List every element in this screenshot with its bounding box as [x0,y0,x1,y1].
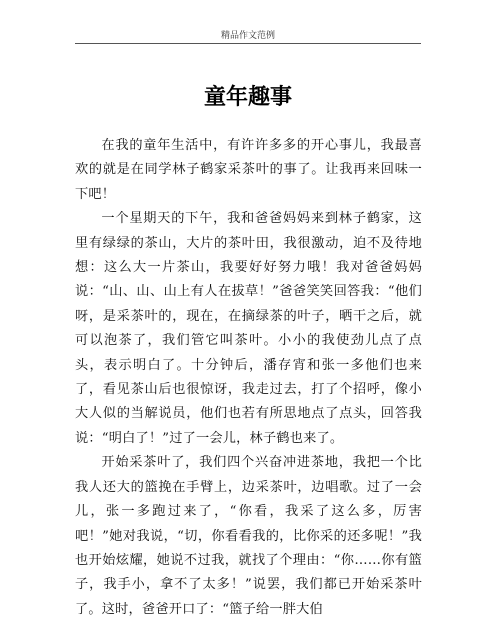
header-divider [75,43,421,44]
article-body [75,134,422,622]
document-title: 童年趣事 [203,84,292,110]
header-text: 精品作文范例 [220,31,275,41]
page-header [0,0,496,44]
paragraph-intro: 在我的童年生活中，有许许多多的开心事儿，我最喜欢的就是在同学林子鹤家采茶叶的事了。让我再来回味一下吧！ [75,138,422,202]
paragraph-visit: 一个星期天的下午，我和爸爸妈妈来到林子鹤家，这里有绿绿的茶山，大片的茶叶田，我很激动，迫不及待地想：这么大一片茶山，我要好好努力哦！我对爸爸妈妈说：“山、山、山上有人在拔草！”爸爸笑笑回答我：“他们呀，是采茶叶的，现在，在摘绿茶的叶子，晒干之后，就可以泡茶了，我们管它叫茶叶。小小的我使劲儿点了点头，表示明白了。十分钟后，潘存宵和张一多他们也来了，看见茶山后也很惊讶，我走过去，打了个招呼，像小大人似的当解说员，他们也若有所思地点了点头，回答我说：“明白了！”过了一会儿，林子鹤也来了。 [75,211,422,446]
paragraph-picking: 开始采茶叶了，我们四个兴奋冲进茶地，我把一个比我人还大的篮挽在手臂上，边采茶叶，边唱歌。过了一会儿，张一多跑过来了，“你看，我采了这么多，厉害吧！”她对我说，“切，你看看我的，比你采的还多呢！”我也开始炫耀，她说不过我，就找了个理由：“你……你有篮子，我手小，拿不了太多！”说罢，我们都已开始采茶叶了。这时，爸爸开口了：“篮子给一胖大伯 [75,455,422,617]
